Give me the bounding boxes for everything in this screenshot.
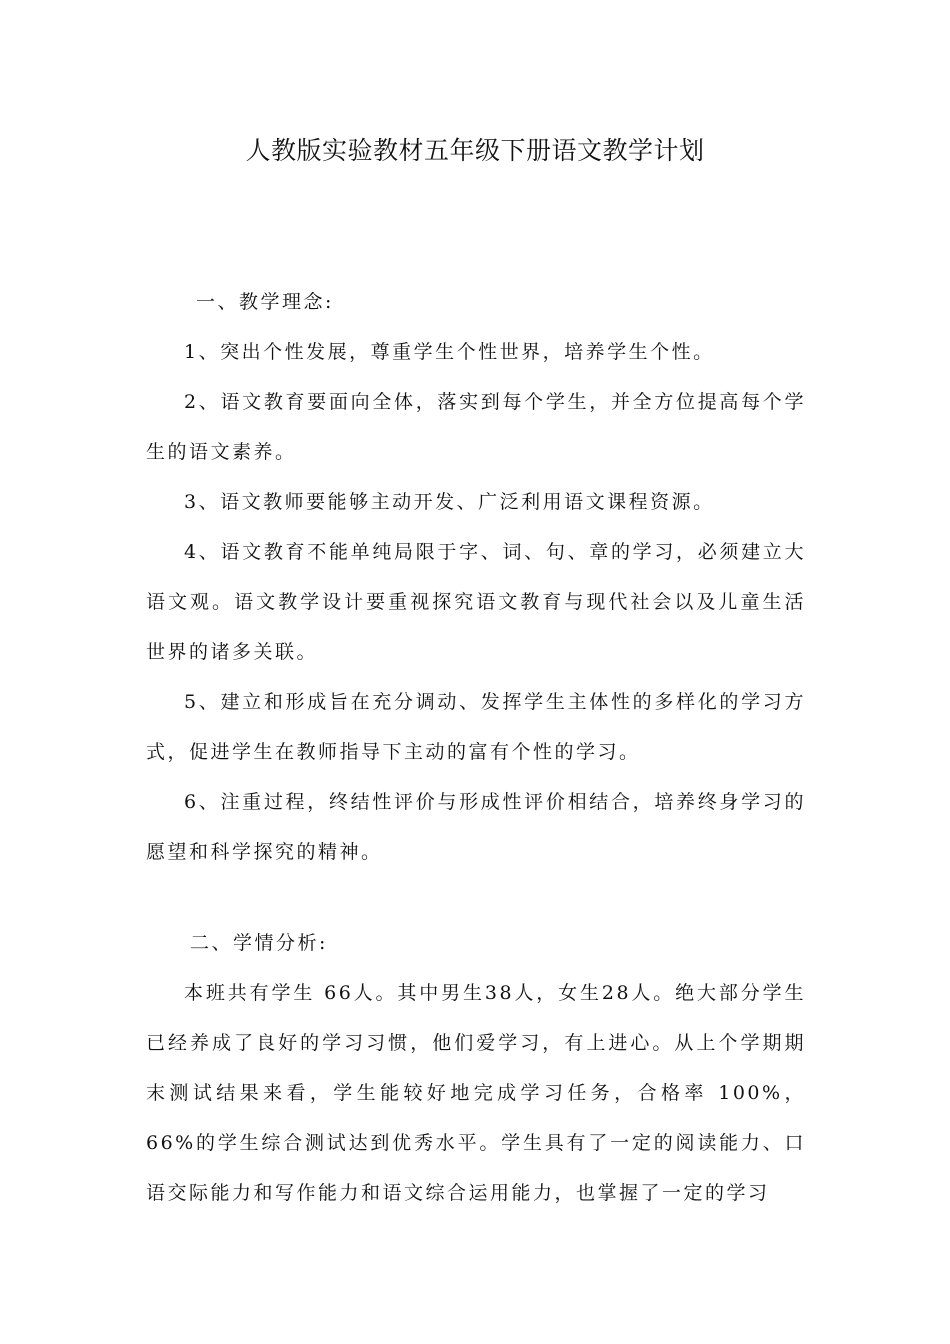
list-item: 5、建立和形成旨在充分调动、发挥学生主体性的多样化的学习方式，促进学生在教师指导下主动的富有个性的学习。	[146, 691, 806, 763]
list-item: 6、注重过程，终结性评价与形成性评价相结合，培养终身学习的愿望和科学探究的精神。	[146, 791, 806, 863]
section-student-analysis	[146, 968, 806, 1218]
list-item: 2、语文教育要面向全体，落实到每个学生，并全方位提高每个学生的语文素养。	[146, 391, 806, 463]
section-teaching-philosophy	[146, 327, 806, 877]
list-item: 4、语文教育不能单纯局限于字、词、句、章的学习，必须建立大语文观。语文教学设计要重视探究语文教育与现代社会以及儿童生活世界的诸多关联。	[146, 541, 806, 663]
list-item: 3、语文教师要能够主动开发、广泛利用语文课程资源。	[184, 491, 715, 513]
list-item: 1、突出个性发展，尊重学生个性世界，培养学生个性。	[184, 341, 715, 363]
document-title: 人教版实验教材五年级下册语文教学计划	[245, 136, 705, 165]
section-heading-student-analysis: 二、学情分析:	[190, 932, 328, 954]
paragraph: 本班共有学生 66人。其中男生38人，女生28人。绝大部分学生已经养成了良好的学习习惯，他们爱学习，有上进心。从上个学期期末测试结果来看，学生能较好地完成学习任务，合格率 100%，66%的学生综合测试达到优秀水平。学生具有了一定的阅读能力、口语交际能力和写作能力和语文综合运用能力，也掌握了一定的学习	[146, 982, 806, 1204]
section-heading-teaching-philosophy: 一、教学理念:	[196, 291, 334, 313]
